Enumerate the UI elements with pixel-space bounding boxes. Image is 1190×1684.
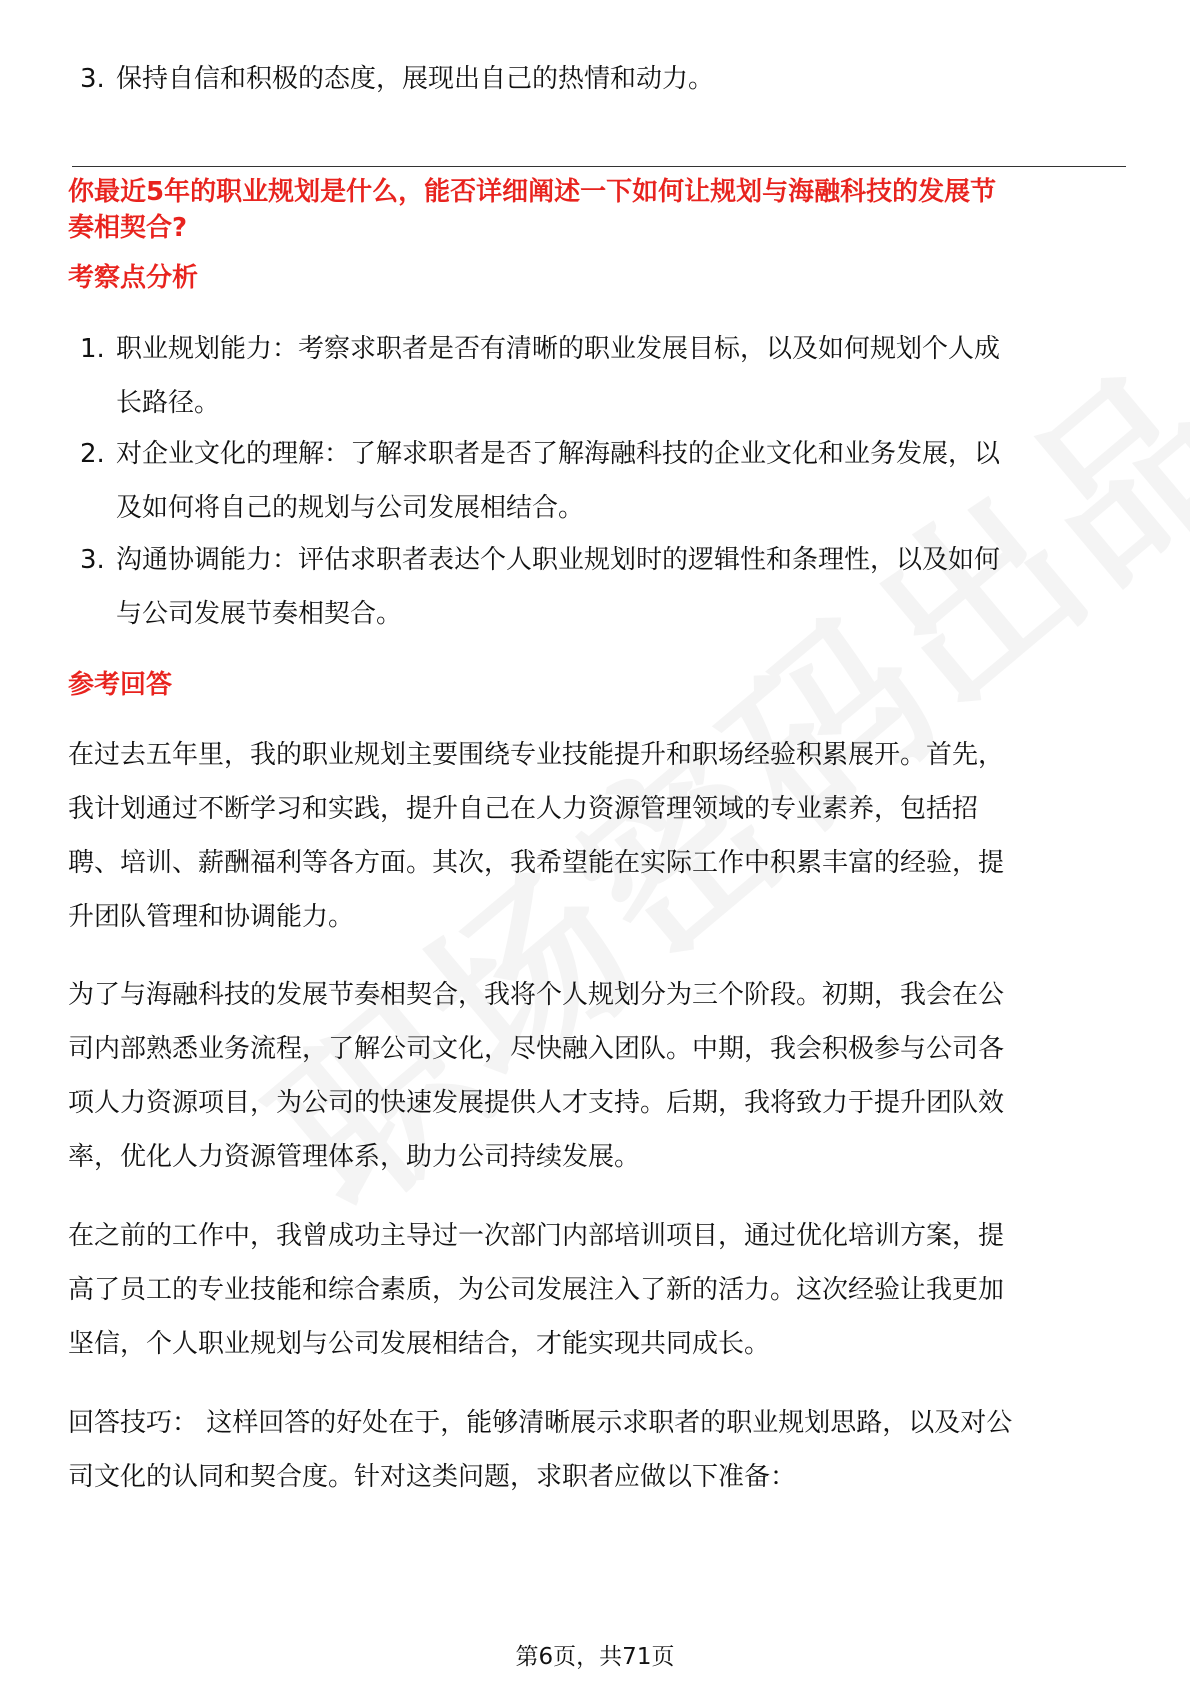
analysis-item-1-number: 1. xyxy=(80,334,105,364)
answer-para-1-line-2: 我计划通过不断学习和实践，提升自己在人力资源管理领域的专业素养，包括招 xyxy=(68,794,979,824)
analysis-item-2-line-2: 及如何将自己的规划与公司发展相结合。 xyxy=(116,493,585,523)
answer-para-1-line-3: 聘、培训、薪酬福利等各方面。其次，我希望能在实际工作中积累丰富的经验，提 xyxy=(68,848,1005,878)
answer-para-1-line-4: 升团队管理和协调能力。 xyxy=(68,902,355,932)
prev-item-text: 保持自信和积极的态度，展现出自己的热情和动力。 xyxy=(116,64,715,94)
answer-tips-line-2: 司文化的认同和契合度。针对这类问题，求职者应做以下准备： xyxy=(68,1462,797,1492)
analysis-item-2-line-1: 对企业文化的理解：了解求职者是否了解海融科技的企业文化和业务发展，以 xyxy=(116,439,1001,469)
analysis-item-2-number: 2. xyxy=(80,439,105,469)
answer-para-3-line-1: 在之前的工作中，我曾成功主导过一次部门内部培训项目，通过优化培训方案，提 xyxy=(68,1221,1005,1251)
analysis-item-3-number: 3. xyxy=(80,545,105,575)
question-line-1: 你最近5年的职业规划是什么，能否详细阐述一下如何让规划与海融科技的发展节 xyxy=(68,177,997,207)
answer-para-3-line-2: 高了员工的专业技能和综合素质，为公司发展注入了新的活力。这次经验让我更加 xyxy=(68,1275,1005,1305)
analysis-heading: 考察点分析 xyxy=(68,263,199,293)
analysis-item-1-line-1: 职业规划能力：考察求职者是否有清晰的职业发展目标，以及如何规划个人成 xyxy=(116,334,1001,364)
analysis-item-1-line-2: 长路径。 xyxy=(116,388,221,418)
prev-item-number: 3. xyxy=(80,64,105,94)
answer-para-2-line-4: 率，优化人力资源管理体系，助力公司持续发展。 xyxy=(68,1142,641,1172)
analysis-item-3-line-1: 沟通协调能力：评估求职者表达个人职业规划时的逻辑性和条理性，以及如何 xyxy=(116,545,1001,575)
answer-para-2-line-1: 为了与海融科技的发展节奏相契合，我将个人规划分为三个阶段。初期，我会在公 xyxy=(68,980,1005,1010)
answer-heading: 参考回答 xyxy=(68,670,173,700)
page-footer: 第6页，共71页 xyxy=(515,1644,675,1670)
section-divider xyxy=(72,166,1126,167)
answer-para-1-line-1: 在过去五年里，我的职业规划主要围绕专业技能提升和职场经验积累展开。首先， xyxy=(68,740,1005,770)
question-line-2: 奏相契合? xyxy=(68,213,188,243)
answer-para-3-line-3: 坚信，个人职业规划与公司发展相结合，才能实现共同成长。 xyxy=(68,1329,771,1359)
answer-para-2-line-2: 司内部熟悉业务流程，了解公司文化，尽快融入团队。中期，我会积极参与公司各 xyxy=(68,1034,1005,1064)
answer-para-2-line-3: 项人力资源项目，为公司的快速发展提供人才支持。后期，我将致力于提升团队效 xyxy=(68,1088,1005,1118)
analysis-item-3-line-2: 与公司发展节奏相契合。 xyxy=(116,599,403,629)
answer-tips-line-1: 回答技巧： 这样回答的好处在于，能够清晰展示求职者的职业规划思路，以及对公 xyxy=(68,1408,1013,1438)
